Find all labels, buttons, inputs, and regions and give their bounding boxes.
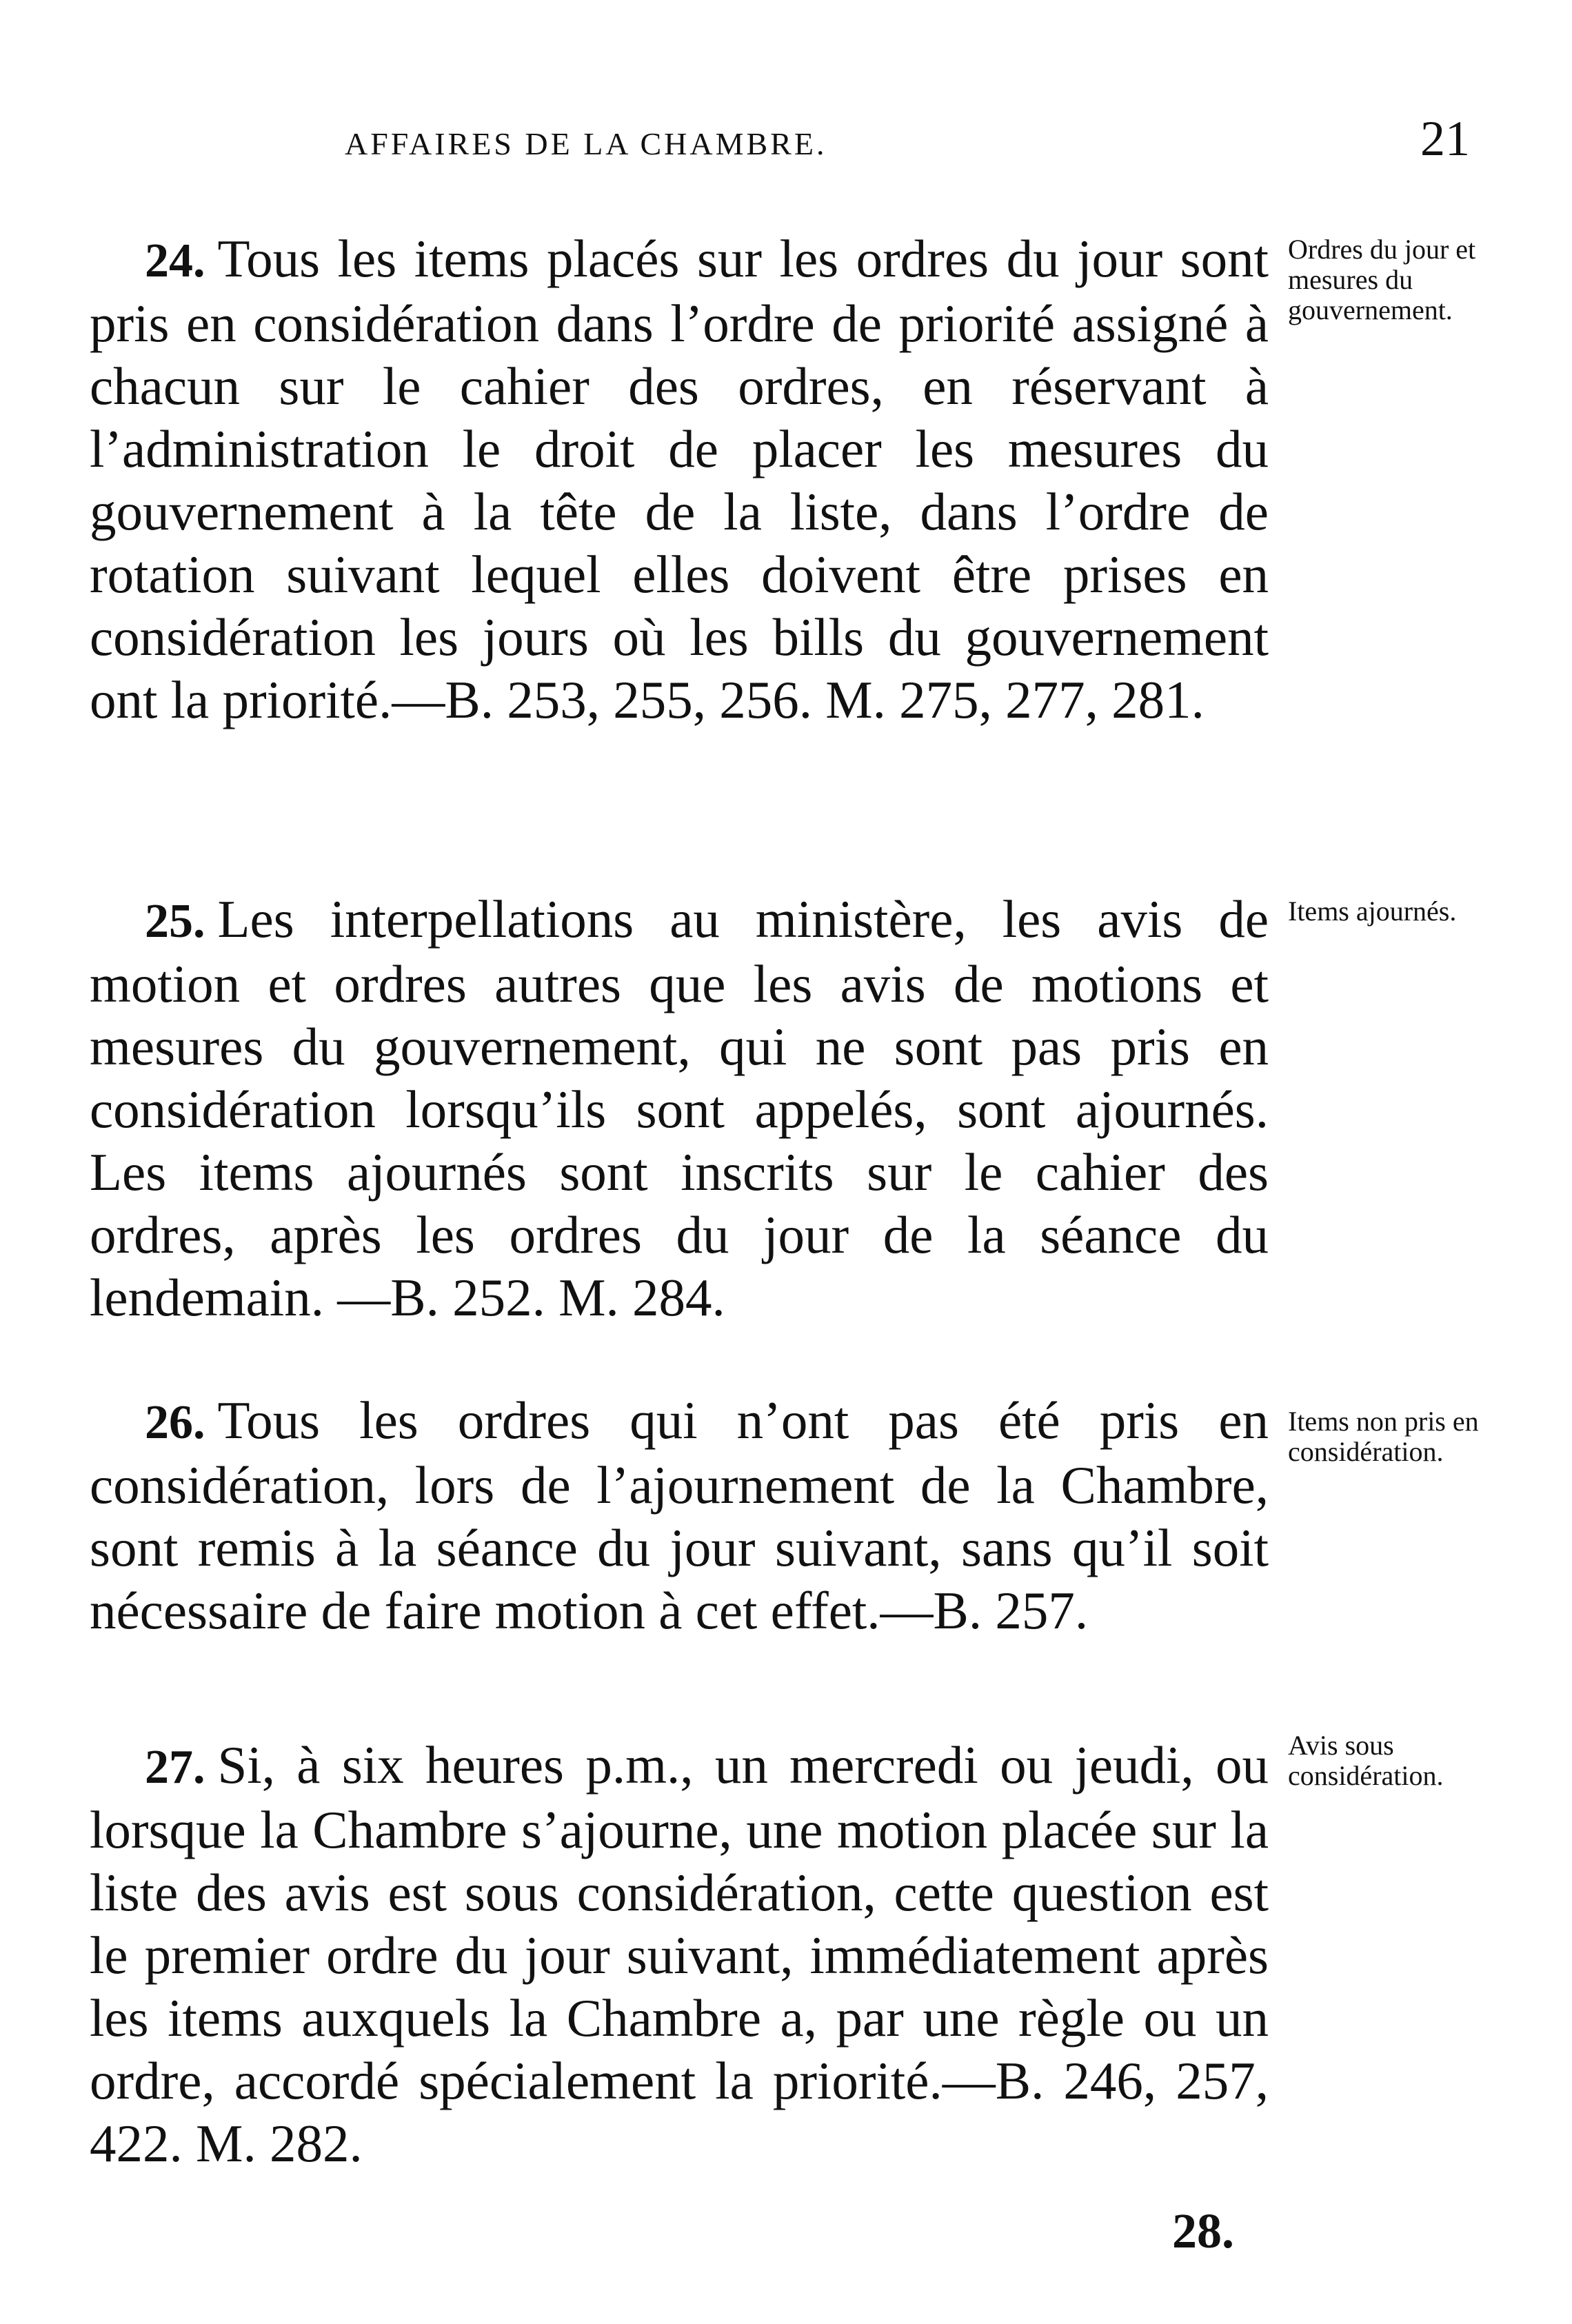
running-title: AFFAIRES DE LA CHAMBRE. (345, 126, 827, 161)
margin-note-27: Avis sous considération. (1288, 1730, 1444, 1791)
paragraph-25 (90, 888, 1269, 1329)
paragraph-number: 24. (145, 234, 205, 287)
paragraph-number: 27. (145, 1741, 205, 1794)
margin-note-25: Items ajournés. (1288, 896, 1457, 927)
paragraph-24 (90, 228, 1269, 731)
paragraph-text: Tous les ordres qui n’ont pas été pris en considération, lors de l’ajournement de la Chambre, sont remis à la séance du jour suivant, sans qu’il soit nécessaire de faire motion à cet effet.—B. 257. (90, 1391, 1269, 1640)
running-head (0, 110, 1572, 165)
paragraph-text: Les interpellations au ministère, les avis de motion et ordres autres que les avis de motions et mesures du gouvernement, qui ne sont pas pris en considération lorsqu’ils sont appelés, sont ajournés. Les items ajournés sont inscrits sur le cahier des ordres, après les ordres du jour de la séance du lendemain. —B. 252. M. 284. (90, 889, 1269, 1327)
catchword: 28. (1172, 2203, 1234, 2259)
paragraph-26 (90, 1389, 1269, 1642)
paragraph-number: 25. (145, 895, 205, 948)
page-number: 21 (1420, 111, 1470, 166)
paragraph-27 (90, 1734, 1269, 2175)
margin-note-24: Ordres du jour et mesures du gouvernement. (1288, 234, 1476, 325)
paragraph-number: 26. (145, 1396, 205, 1449)
paragraph-text: Si, à six heures p.m., un mercredi ou jeudi, ou lorsque la Chambre s’ajourne, une motion placée sur la liste des avis est sous considération, cette question est le premier ordre du jour suivant, immédiatement après les items auxquels la Chambre a, par une règle ou un ordre, accordé spécialement la priorité.—B. 246, 257, 422. M. 282. (90, 1735, 1269, 2173)
paragraph-text: Tous les items placés sur les ordres du jour sont pris en considération dans l’ordre de priorité assigné à chacun sur le cahier des ordres, en réservant à l’administration le droit de placer les mesures du gouvernement à la tête de la liste, dans l’ordre de rotation suivant lequel elles doivent être prises en considération les jours où les bills du gouvernement ont la priorité.—B. 253, 255, 256. M. 275, 277, 281. (90, 229, 1269, 729)
margin-note-26: Items non pris en considération. (1288, 1406, 1479, 1467)
